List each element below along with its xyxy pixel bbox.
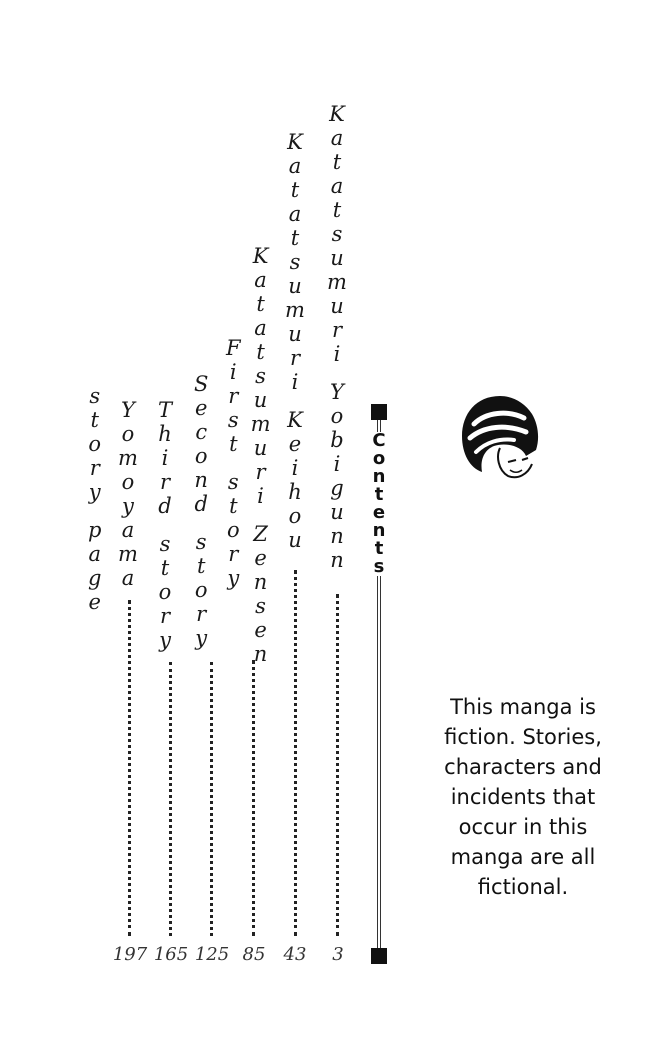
- toc-title-first-story[interactable]: [226, 244, 271, 666]
- leader-yomoyama: [128, 600, 131, 936]
- toc-title-yomoyama[interactable]: Y o m o y a m a: [118, 398, 138, 590]
- page-number-second-story: 125: [194, 944, 230, 965]
- page-number-katatsumuri-yobigunn: 3: [332, 944, 344, 965]
- toc-title-second-story[interactable]: S e c o n d s t o r y: [194, 372, 209, 650]
- top-square-marker: [371, 404, 387, 420]
- toc-title-third-story[interactable]: T h i r d s t o r y: [158, 398, 173, 652]
- swirl-hair-face-icon: [460, 394, 540, 480]
- title-line: K a t a t s u m u r i Z e n s e n: [250, 244, 271, 666]
- page-number-katatsumuri-keihou: 43: [283, 944, 307, 965]
- leader-second-story: [210, 662, 213, 936]
- contents-heading: C o n t e n t s: [370, 432, 388, 576]
- toc-title-katatsumuri-keihou[interactable]: K a t a t s u m u r i K e i h o u: [285, 130, 305, 552]
- fiction-disclaimer: This manga is fiction. Stories, characters and incidents that occur in this manga are all fictional.: [444, 695, 602, 899]
- toc-title-katatsumuri-yobigunn[interactable]: K a t a t s u m u r i Y o b i g u n n: [327, 102, 347, 572]
- leader-third-story: [169, 662, 172, 936]
- page-number-third-story: 165: [153, 944, 189, 965]
- page-number-first-story: 85: [242, 944, 266, 965]
- header-story-page: s t o r y p a g e: [88, 384, 102, 614]
- leader-katatsumuri-yobigunn: [336, 594, 339, 936]
- leader-katatsumuri-keihou: [294, 570, 297, 936]
- title-line: F i r s t s t o r y: [226, 336, 241, 590]
- leader-first-story: [252, 660, 255, 936]
- page-number-yomoyama: 197: [112, 944, 148, 965]
- bottom-square-marker: [371, 948, 387, 964]
